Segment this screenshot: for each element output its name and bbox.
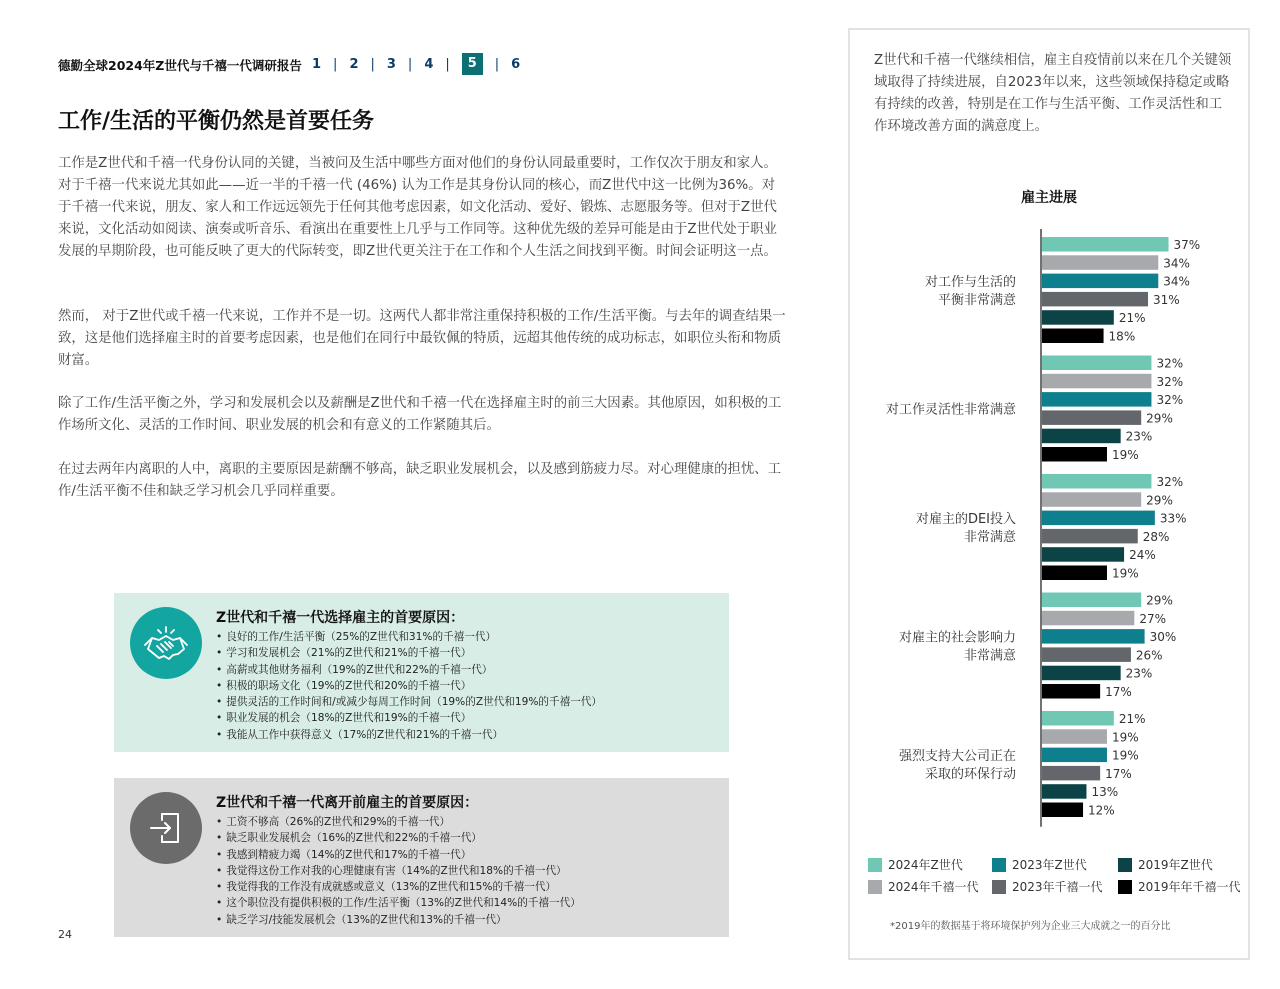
legend-label: 2019年Z世代 xyxy=(1138,858,1213,872)
bar xyxy=(1042,629,1145,644)
bar xyxy=(1042,647,1131,662)
legend-swatch xyxy=(868,858,882,872)
data-label: 19% xyxy=(1111,566,1139,581)
data-label: 32% xyxy=(1156,374,1184,389)
page-link-3[interactable]: 3 xyxy=(386,56,396,72)
data-label: 23% xyxy=(1125,666,1153,681)
data-label: 37% xyxy=(1173,238,1201,252)
nav-separator: | xyxy=(333,56,338,72)
category-label: 强烈支持大公司正在 xyxy=(898,748,1016,764)
data-label: 24% xyxy=(1129,548,1156,563)
bar xyxy=(1042,529,1138,544)
page-link-5-active[interactable]: 5 xyxy=(462,53,483,75)
data-label: 23% xyxy=(1125,429,1153,444)
paragraph-leaving: 在过去两年内离职的人中，离职的主要原因是薪酬不够高，缺乏职业发展机会，以及感到筋疲力尽。对心理健康的担忧、工作/生活平衡不佳和缺乏学习机会几乎同样重要。 xyxy=(58,462,782,499)
bar xyxy=(1042,392,1151,407)
data-label: 13% xyxy=(1091,785,1119,800)
nav-separator: | xyxy=(370,56,375,72)
bar xyxy=(1042,729,1107,744)
legend-item xyxy=(992,856,1087,873)
bar xyxy=(1042,329,1104,344)
data-label: 30% xyxy=(1149,630,1177,645)
bar xyxy=(1042,255,1158,269)
bar xyxy=(1042,684,1100,699)
handshake-icon xyxy=(130,607,202,679)
page-title: 工作/生活的平衡仍然是首要任务 xyxy=(58,109,375,134)
exit-door-icon xyxy=(130,792,202,864)
bar xyxy=(1042,410,1141,425)
data-label: 19% xyxy=(1111,748,1139,763)
bar xyxy=(1042,310,1114,325)
report-title: 德勤全球2024年Z世代与千禧一代调研报告 xyxy=(58,58,302,73)
data-label: 32% xyxy=(1156,393,1184,408)
bar xyxy=(1042,356,1151,371)
bar xyxy=(1042,511,1155,525)
legend-label: 2024年千禧一代 xyxy=(888,880,979,894)
legend-swatch xyxy=(868,880,882,894)
list-item: • 这个职位没有提供积极的工作/生活平衡（13%的Z世代和14%的千禧一代） xyxy=(216,895,581,911)
legend-swatch xyxy=(1118,858,1132,872)
chart-title: 雇主进展 xyxy=(1021,190,1077,206)
legend-item xyxy=(1118,856,1213,873)
category-label: 对工作灵活性非常满意 xyxy=(885,402,1016,418)
data-label: 28% xyxy=(1142,529,1170,544)
list-item: • 我觉得我的工作没有成就感或意义（13%的Z世代和15%的千禧一代） xyxy=(216,879,581,895)
bar xyxy=(1042,547,1124,562)
nav-separator: | xyxy=(445,56,450,72)
paragraph-identity: 工作是Z世代和千禧一代身份认同的关键，当被问及生活中哪些方面对他们的身份认同最重要时，工作仅次于朋友和家人。对于千禧一代来说尤其如此——近一半的千禧一代 (46%) 认为工作是其身份认同的核心，而Z世代中这一比例为36%。对于千禧一代来说，朋友、家人和工作远远领先于任何其他考虑因素，如文化活动、爱好、锻炼、志愿服务等。但对于Z世代来说，文化活动如阅读、演奏或听音乐、看演出在重要性上几乎与工作同等。这种优先级的差异可能是由于Z世代处于职业发展的早期阶段，也可能反映了更大的代际转变，即Z世代更关注于在工作和个人生活之间找到平衡。时间会证明这一点。 xyxy=(58,156,777,259)
data-label: 12% xyxy=(1088,803,1115,818)
choose-reasons-list xyxy=(216,629,602,743)
bar xyxy=(1042,611,1134,626)
bar xyxy=(1042,566,1107,581)
choose-employer-reasons-box xyxy=(114,593,729,752)
bar xyxy=(1042,748,1107,763)
nav-separator: | xyxy=(407,56,413,72)
list-item: • 我能从工作中获得意义（17%的Z世代和21%的千禧一代） xyxy=(216,727,602,743)
category-label: 非常满意 xyxy=(963,529,1016,545)
bar xyxy=(1042,784,1086,799)
bar xyxy=(1042,274,1158,289)
data-label: 31% xyxy=(1153,292,1180,307)
bar xyxy=(1042,711,1114,726)
legend-item xyxy=(868,878,979,895)
page-number: 24 xyxy=(58,928,72,941)
nav-separator: | xyxy=(494,56,500,72)
data-label: 26% xyxy=(1135,648,1163,663)
data-label: 17% xyxy=(1105,685,1132,699)
data-label: 29% xyxy=(1146,593,1173,608)
list-item: • 我觉得这份工作对我的心理健康有害（14%的Z世代和18%的千禧一代） xyxy=(216,863,581,879)
page-link-2[interactable]: 2 xyxy=(349,56,359,72)
data-label: 27% xyxy=(1139,611,1167,626)
bar xyxy=(1042,429,1121,444)
paragraph-factors: 除了工作/生活平衡之外，学习和发展机会以及薪酬是Z世代和千禧一代在选择雇主时的前三大因素。其他原因，如积极的工作场所文化、灵活的工作时间、职业发展的机会和有意义的工作紧随其后。 xyxy=(58,396,782,433)
legend-label: 2019年年千禧一代 xyxy=(1138,880,1241,894)
legend-swatch xyxy=(992,858,1006,872)
list-item: • 学习和发展机会（21%的Z世代和21%的千禧一代） xyxy=(216,645,602,661)
category-label: 对雇主的DEI投入 xyxy=(915,511,1016,527)
legend-swatch xyxy=(992,880,1006,894)
list-item: • 缺乏学习/技能发展机会（13%的Z世代和13%的千禧一代） xyxy=(216,912,581,928)
bar xyxy=(1042,447,1107,462)
category-label: 对工作与生活的 xyxy=(924,274,1016,290)
category-label: 采取的环保行动 xyxy=(924,766,1016,782)
bar xyxy=(1042,593,1141,608)
category-label: 非常满意 xyxy=(963,648,1016,664)
category-label: 对雇主的社会影响力 xyxy=(898,630,1016,646)
bar xyxy=(1042,474,1151,489)
data-label: 32% xyxy=(1156,475,1184,489)
bar xyxy=(1042,374,1151,389)
list-item: • 提供灵活的工作时间和/或减少每周工作时间（19%的Z世代和19%的千禧一代） xyxy=(216,694,602,710)
list-item: • 我感到精疲力竭（14%的Z世代和17%的千禧一代） xyxy=(216,847,581,863)
data-label: 19% xyxy=(1111,448,1139,462)
bar xyxy=(1042,492,1141,507)
legend-swatch xyxy=(1118,880,1132,894)
list-item: • 工资不够高（26%的Z世代和29%的千禧一代） xyxy=(216,814,581,830)
legend-label: 2023年千禧一代 xyxy=(1012,880,1103,894)
page-link-1[interactable]: 1 xyxy=(312,56,322,72)
bar xyxy=(1042,803,1083,818)
category-label: 平衡非常满意 xyxy=(937,292,1016,308)
sidebar-intro-text: Z世代和千禧一代继续相信，雇主自疫情前以来在几个关键领域取得了持续进展，自2023年以来，这些领域保持稳定或略有持续的改善，特别是在工作与生活平衡、工作灵活性和工作环境改善方面的满意度上。 xyxy=(874,53,1232,134)
list-item: • 高薪或其他财务福利（19%的Z世代和22%的千禧一代） xyxy=(216,662,602,678)
legend-label: 2023年Z世代 xyxy=(1012,858,1087,872)
leave-reasons-list xyxy=(216,814,581,928)
data-label: 21% xyxy=(1118,311,1146,326)
page-link-4[interactable]: 4 xyxy=(424,56,434,72)
page-navigation xyxy=(312,53,520,75)
paragraph-balance: 然而， 对于Z世代或千禧一代来说，工作并不是一切。这两代人都非常注重保持积极的工作/生活平衡。与去年的调查结果一致，这是他们选择雇主时的首要考虑因素，也是他们在同行中最钦佩的特质，远超其他传统的成功标志，如职位头衔和物质财富。 xyxy=(58,309,786,368)
data-label: 29% xyxy=(1146,493,1173,508)
data-label: 19% xyxy=(1111,730,1139,745)
data-label: 34% xyxy=(1163,256,1190,271)
bar xyxy=(1042,292,1148,307)
data-label: 21% xyxy=(1118,712,1146,726)
employer-progress-chart xyxy=(850,30,1248,830)
list-item: • 职业发展的机会（18%的Z世代和19%的千禧一代） xyxy=(216,710,602,726)
data-label: 29% xyxy=(1146,411,1173,426)
list-item: • 良好的工作/生活平衡（25%的Z世代和31%的千禧一代） xyxy=(216,629,602,645)
data-label: 34% xyxy=(1163,274,1190,289)
page-link-6[interactable]: 6 xyxy=(511,56,521,72)
list-item: • 积极的职场文化（19%的Z世代和20%的千禧一代） xyxy=(216,678,602,694)
data-label: 33% xyxy=(1159,511,1187,526)
bar xyxy=(1042,237,1169,252)
data-label: 32% xyxy=(1156,356,1184,371)
bar xyxy=(1042,766,1100,781)
legend-item xyxy=(992,878,1103,895)
list-item: • 缺乏职业发展机会（16%的Z世代和22%的千禧一代） xyxy=(216,830,581,846)
leave-box-title: Z世代和千禧一代离开前雇主的首要原因： xyxy=(216,795,479,811)
chart-footnote: *2019年的数据基于将环境保护列为企业三大成就之一的百分比 xyxy=(890,921,1171,932)
sidebar-panel xyxy=(848,28,1250,960)
legend-label: 2024年Z世代 xyxy=(888,858,963,872)
choose-box-title: Z世代和千禧一代选择雇主的首要原因： xyxy=(216,610,465,626)
data-label: 18% xyxy=(1108,329,1136,344)
legend-item xyxy=(1118,878,1241,895)
data-label: 17% xyxy=(1105,766,1132,781)
bar xyxy=(1042,666,1121,681)
legend-item xyxy=(868,856,963,873)
leave-employer-reasons-box xyxy=(114,778,729,937)
